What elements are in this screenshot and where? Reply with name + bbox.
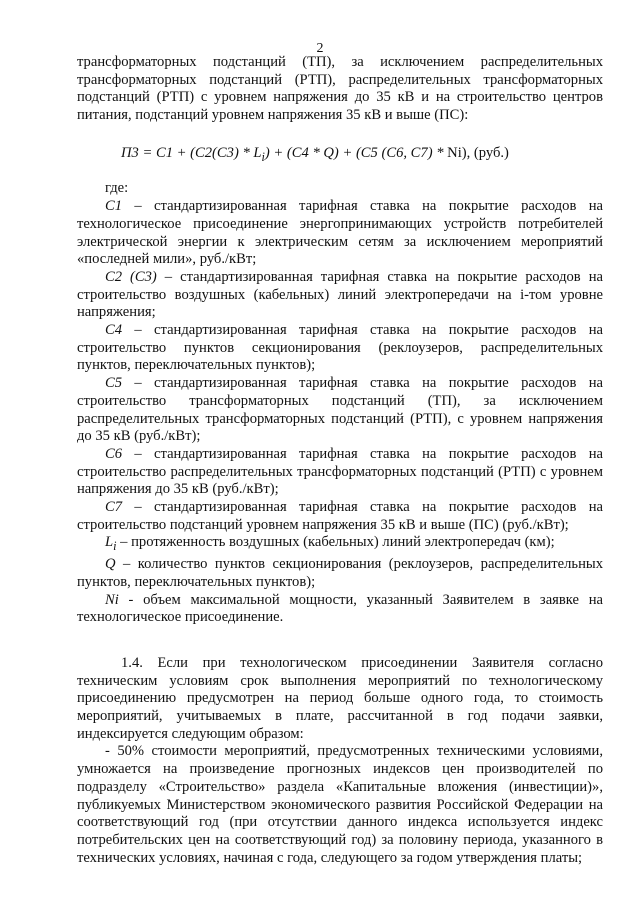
page-number: 2 <box>316 41 324 56</box>
document-body <box>77 54 603 867</box>
definition-c2-c3 <box>77 269 603 322</box>
definition-text: – стандартизированная тарифная ставка на покрытие расходов на строительство воздушных (кабельных) линий электропередачи на i-том уровне напряжения; <box>77 268 603 321</box>
formula-main: П3 = C1 + (C2(C3) * L <box>121 144 262 161</box>
where-label: где: <box>105 180 129 197</box>
definition-text: – стандартизированная тарифная ставка на покрытие расходов на строительство распределительных трансформаторных подстанций (РТП) с уровнем напряжения до 35 кВ (руб./кВт); <box>77 445 603 498</box>
intro-paragraph: трансформаторных подстанций (ТП), за исключением распределительных трансформаторных подстанций (РТП), распределительных трансформаторных подстанций (РТП) с уровнем напряжения до 35 кВ и на строительство центров питания, подстанций уровнем напряжения 35 кВ и выше (ПС): <box>77 54 603 124</box>
definition-term: C6 <box>105 445 123 462</box>
definition-ni <box>77 592 603 627</box>
definition-term: C7 <box>105 499 123 516</box>
definition-text: – стандартизированная тарифная ставка на покрытие расходов на строительство подстанций уровнем напряжения 35 кВ и выше (ПС) (руб./кВт); <box>77 499 603 533</box>
definition-term: Q <box>105 556 116 573</box>
bullet-paragraph: - 50% стоимости мероприятий, предусмотренных техническими условиями, умножается на произведение прогнозных индексов цен производителей по подразделу «Строительство» раздела «Капитальные вложения (инвестиции)», публикуемых Министерством экономического развития Российской Федерации на соответствующий год (при отсутствии данного индекса используется индекс потребительских цен на соответствующий год) за половину периода, указанного в технических условиях, начиная с года, следующего за годом утверждения платы; <box>77 743 603 866</box>
definition-term: C1 <box>105 198 123 215</box>
definition-term: L <box>105 534 114 551</box>
definition-c6 <box>77 446 603 499</box>
definition-text: – протяженность воздушных (кабельных) линий электропередач (км); <box>116 534 555 551</box>
definition-text: – стандартизированная тарифная ставка на покрытие расходов на технологическое присоединение энергопринимающих устройств потребителей электрической энергии к электрическим сетям за исключением мероприятий «последней мили», руб./кВт; <box>77 198 603 268</box>
definition-c4 <box>77 322 603 375</box>
definition-term: C5 <box>105 375 123 392</box>
definition-term: Ni <box>105 591 119 608</box>
definition-c7 <box>77 499 603 534</box>
definition-term: C4 <box>105 322 123 339</box>
formula-subscript: i <box>261 149 265 164</box>
definition-term: C2 (C3) <box>105 268 157 285</box>
formula-ni: Ni), (руб.) <box>447 144 509 161</box>
definition-text: – количество пунктов секционирования (реклоузеров, распределительных пунктов, переключательных пунктов); <box>77 556 603 590</box>
definition-text: – стандартизированная тарифная ставка на покрытие расходов на строительство пунктов секционирования (реклоузеров, распределительных пунктов, переключательных пунктов); <box>77 322 603 374</box>
formula <box>77 145 603 167</box>
definition-text: – стандартизированная тарифная ставка на покрытие расходов на строительство трансформаторных подстанций (ТП), за исключением распределительных трансформаторных подстанций (РТП), с уровнем напряжения до 35 кВ (руб./кВт); <box>77 375 603 445</box>
formula-rest: ) + (C4 * Q) + (C5 (C6, C7) * <box>264 144 448 161</box>
definition-q <box>77 556 603 591</box>
definition-c1 <box>77 198 603 269</box>
definition-term-subscript: i <box>113 539 117 554</box>
definition-text: - объем максимальной мощности, указанный Заявителем в заявке на технологическое присоединение. <box>77 591 603 626</box>
section-1-4: 1.4. Если при технологическом присоединении Заявителя согласно техническим условиям срок выполнения мероприятий по технологическому присоединению предусмотрен на период больше одного года, то стоимость мероприятий, учитываемых в плате, рассчитанной в год подачи заявки, индексируется следующим образом: <box>77 654 603 742</box>
definition-c5 <box>77 375 603 446</box>
definition-li <box>77 534 603 556</box>
